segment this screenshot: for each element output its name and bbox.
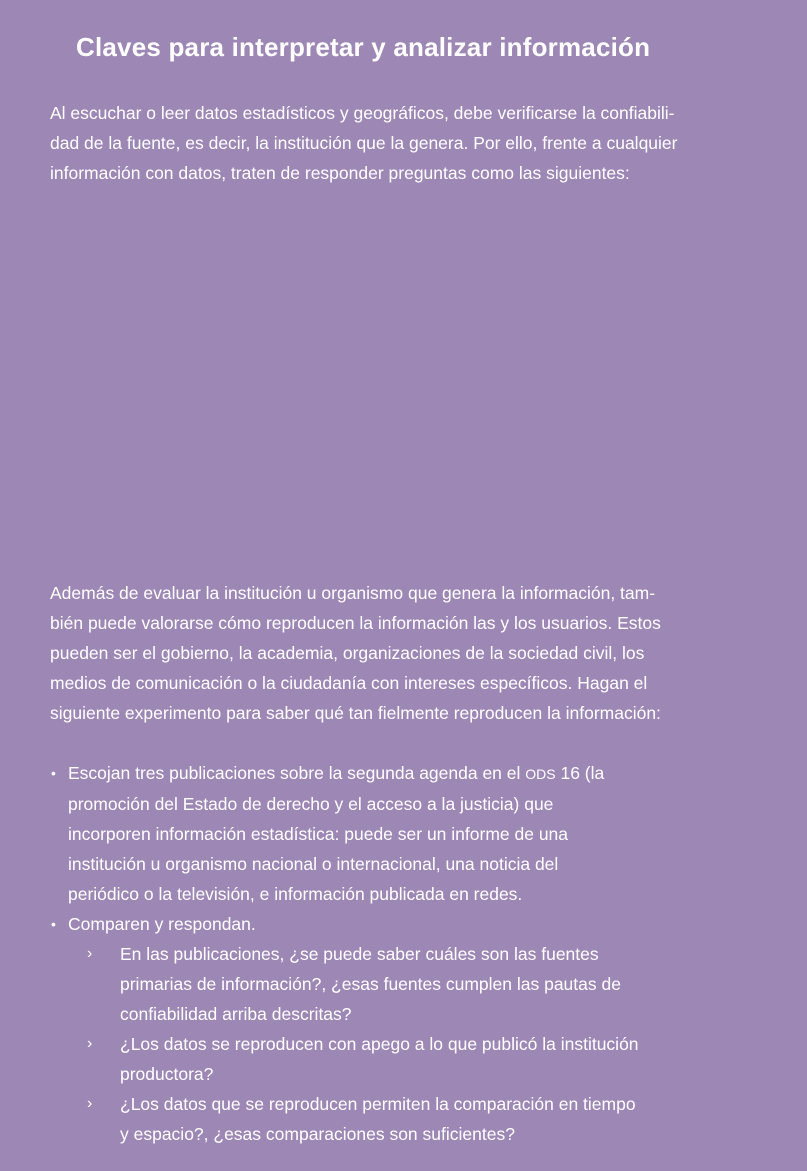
intro-line: dad de la fuente, es decir, la institución que la genera. Por ello, frente a cualquier [50,133,678,153]
bullet-icon: • [51,916,56,932]
questions-sublist [50,939,639,1149]
intro-line: información con datos, traten de responder preguntas como las siguientes: [50,163,630,183]
experiment-line: medios de comunicación o la ciudadanía con intereses específicos. Hagan el [50,673,648,693]
bullet-icon: • [51,765,56,781]
item-text: Escojan tres publicaciones sobre la segunda agenda en el [68,763,526,783]
item-text: periódico o la televisión, e información publicada en redes. [68,884,523,904]
page-title: Claves para interpretar y analizar información [76,32,651,62]
item-text: Comparen y respondan. [68,914,256,934]
question-comparison: › ¿Los datos que se reproducen permiten la comparación en tiempo y espacio?, ¿esas comparaciones son suficientes? [50,1089,639,1149]
chevron-right-icon: › [87,1095,93,1112]
experiment-line: bién puede valorarse cómo reproducen la información las y los usuarios. Estos [50,613,661,633]
intro-line: Al escuchar o leer datos estadísticos y geográficos, debe verificarse la confiabili- [50,103,675,123]
experiment-paragraph [50,578,770,728]
question-sources: › En las publicaciones, ¿se puede saber cuáles son las fuentes primarias de información?, ¿esas fuentes cumplen las pautas de confiabilidad arriba descritas? [50,939,639,1029]
item-text: promoción del Estado de derecho y el acceso a la justicia) que [68,794,554,814]
empty-content-area [0,200,807,575]
experiment-line: siguiente experimento para saber qué tan fielmente reproducen la información: [50,703,661,723]
question-fidelity: › ¿Los datos se reproducen con apego a lo que publicó la institución productora? [50,1029,639,1089]
item-text: 16 (la [555,763,605,783]
experiment-line: pueden ser el gobierno, la academia, organizaciones de la sociedad civil, los [50,643,645,663]
item-text: institución u organismo nacional o internacional, una noticia del [68,854,559,874]
intro-paragraph [50,98,770,188]
item-text: incorporen información estadística: puede ser un informe de una [68,824,569,844]
chevron-right-icon: › [87,1035,93,1052]
list-item-compare-respond [50,909,639,939]
list-item-choose-publications [50,758,639,909]
ods-abbreviation: ODS [525,766,556,782]
chevron-right-icon: › [87,945,93,962]
instructions-list [50,758,639,1149]
experiment-line: Además de evaluar la institución u organismo que genera la información, tam- [50,583,656,603]
